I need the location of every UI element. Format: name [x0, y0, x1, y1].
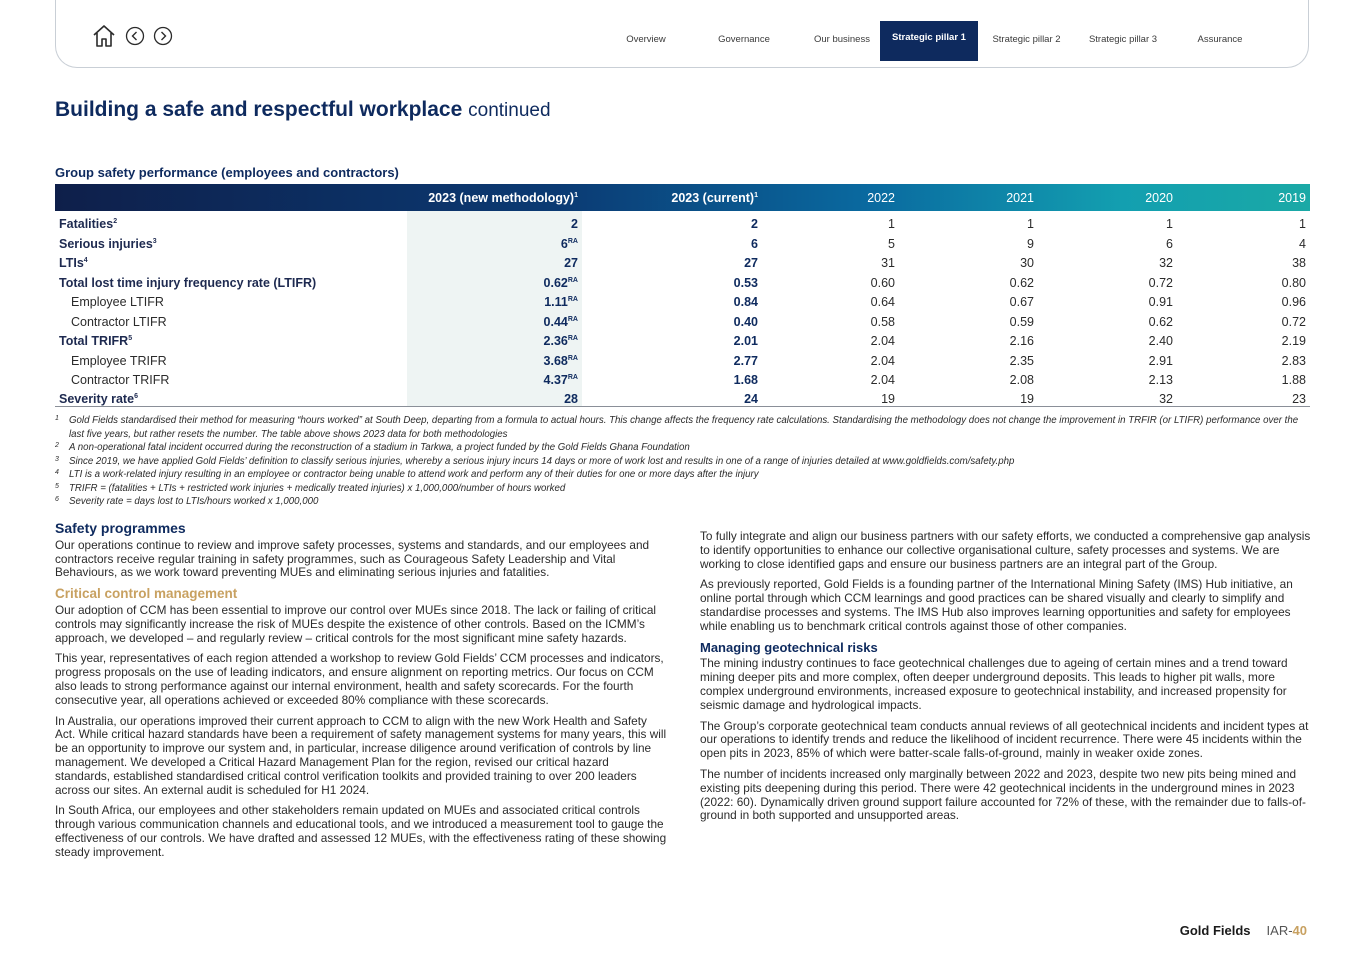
cell-value: 0.40	[733, 314, 758, 329]
cell-value: 2.04	[870, 373, 895, 387]
cell-value: 4	[1299, 236, 1306, 251]
table-cell	[1038, 387, 1177, 407]
table-cell	[899, 348, 1038, 368]
tab-assurance[interactable]: Assurance	[1197, 33, 1243, 45]
row-label	[55, 387, 407, 407]
table-cell	[1038, 348, 1177, 368]
table-cell	[1038, 289, 1177, 309]
paragraph: As previously reported, Gold Fields is a founding partner of the International Mining Safety (IMS) Hub initiative, an online portal through which CCM learnings and good practices can be shared visually and clearly to simplify and standardise processes and systems. The IMS Hub also improves learning opportunities and safety for employees while enabling us to benchmark critical controls against those of other companies.	[700, 577, 1293, 633]
paragraph: This year, representatives of each region attended a workshop to review Gold Fields’ CCM processes and indicators, progress proposals on the use of leading indicators, and ensure alignment on reporting metrics. Our focus on CCM also leads to strong performance against our internal environment, health and safety scorecards. For the fourth consecutive year, all operations achieved or exceeded 80% compliance with these scorecards.	[55, 651, 664, 707]
footnotes	[55, 414, 1310, 509]
left-column	[55, 522, 667, 867]
table-cell	[407, 367, 582, 387]
cell-value: 2.40	[1148, 334, 1173, 348]
table-cell	[582, 309, 762, 329]
cell-value: 2.19	[1281, 334, 1306, 348]
table-header: 2019	[1278, 190, 1306, 205]
footnote-ref: 5	[128, 334, 133, 342]
row-label	[55, 231, 407, 251]
table-cell	[407, 250, 582, 270]
table-cell	[899, 250, 1038, 270]
footnote-text: Severity rate = days lost to LTIs/hours worked x 1,000,000	[69, 496, 319, 507]
row-label	[55, 367, 407, 387]
table-cell	[582, 289, 762, 309]
footnote	[55, 482, 1310, 496]
nav-icon-group	[91, 23, 173, 49]
row-label-text: Fatalities	[59, 217, 114, 231]
cell-value: 2.01	[733, 334, 758, 348]
cell-value: 1.88	[1281, 373, 1306, 387]
table-cell	[407, 309, 582, 329]
table-cell	[899, 328, 1038, 348]
cell-value: 30	[1020, 256, 1034, 270]
table-cell	[1177, 367, 1310, 387]
row-label-text: Total lost time injury frequency rate (LTIFR)	[59, 275, 317, 290]
assurance-mark: RA	[567, 295, 578, 303]
table-row	[55, 367, 1310, 387]
cell-value: 0.62	[1009, 275, 1034, 290]
footnote-number: 5	[55, 482, 59, 490]
table-row	[55, 270, 1310, 290]
table-cell	[1177, 289, 1310, 309]
paragraph: In Australia, our operations improved their current approach to CCM to align with the new Work Health and Safety Act. While critical hazard standards have been a requirement of safety management systems for many years, this will be an opportunity to improve our system and, in particular, increase diligence around verification of controls by line management. We developed a Critical Hazard Management Plan for the region, revised our critical hazard standards, established standardised critical control verification toolkits and provided training to over 200 leaders across our sites. An external audit is scheduled for H1 2024.	[55, 713, 667, 797]
page-title	[55, 98, 551, 122]
cell-value: 27	[564, 256, 578, 270]
table-cell	[407, 387, 582, 407]
assurance-mark: RA	[567, 276, 578, 284]
cell-value: 6	[1166, 236, 1173, 251]
table-cell	[407, 231, 582, 251]
cell-value: 2.13	[1148, 373, 1173, 387]
footnote	[55, 455, 1310, 469]
cell-value: 5	[888, 236, 895, 251]
table-cell	[1177, 309, 1310, 329]
footnote-text: LTI is a work-related injury resulting in an employee or contractor being unable to attend work and perform any of their duties for one or more days after the injury	[69, 469, 759, 480]
table-header: 2020	[1145, 190, 1173, 205]
cell-value: 1	[1166, 217, 1173, 231]
cell-value: 19	[1020, 392, 1034, 406]
cell-value: 32	[1159, 392, 1173, 406]
header-label: 2023 (current)	[671, 190, 755, 205]
top-navigation	[55, 0, 1309, 68]
footnote	[55, 414, 1310, 441]
table-cell	[1177, 231, 1310, 251]
right-column	[700, 530, 1312, 830]
table-cell	[582, 231, 762, 251]
cell-value: 0.80	[1281, 275, 1306, 290]
cell-value: 38	[1292, 256, 1306, 270]
section-heading: Managing geotechnical risks	[700, 639, 878, 655]
table-cell	[1177, 211, 1310, 231]
tab-governance[interactable]: Governance	[718, 33, 770, 45]
footnote-number: 1	[55, 415, 59, 422]
tab-strategic-pillar-2[interactable]: Strategic pillar 2	[992, 33, 1061, 45]
cell-value: 0.58	[870, 314, 895, 329]
safety-performance-table	[55, 184, 1310, 407]
table-header-row	[55, 184, 1310, 211]
cell-value: 2.36	[543, 334, 568, 348]
page-number	[1267, 923, 1307, 938]
table-header	[55, 184, 407, 211]
cell-value: 0.91	[1148, 295, 1173, 309]
assurance-mark: RA	[567, 334, 578, 342]
footnote-number: 4	[55, 469, 59, 476]
assurance-mark: RA	[567, 237, 578, 245]
tab-overview[interactable]: Overview	[626, 33, 666, 45]
footnote-ref: 1	[574, 191, 578, 199]
page-title-main: Building a safe and respectful workplace	[55, 98, 463, 121]
cell-value: 3.68	[543, 353, 568, 368]
assurance-mark: RA	[567, 373, 578, 381]
table-cell	[582, 328, 762, 348]
cell-value: 0.62	[543, 275, 568, 290]
table-cell	[582, 250, 762, 270]
footnote-number: 6	[55, 496, 59, 503]
cell-value: 0.84	[733, 295, 758, 309]
row-label-text: LTIs	[59, 256, 84, 270]
table-cell	[762, 231, 899, 251]
row-label	[55, 348, 407, 368]
cell-value: 9	[1027, 236, 1034, 251]
table-cell	[762, 367, 899, 387]
row-label	[55, 328, 407, 348]
footnote	[55, 495, 1310, 509]
row-label-text: Serious injuries	[59, 236, 153, 251]
table-cell	[899, 211, 1038, 231]
page-number-value: 40	[1292, 923, 1307, 938]
paragraph: Our adoption of CCM has been essential to improve our control over MUEs since 2018. The lack or failing of critical controls may significantly increase the risk of MUEs despite the existence of other controls. Based on the ICMM’s approach, we developed – and regularly review – critical controls for the most significant mine safety hazards.	[55, 602, 657, 645]
cell-value: 0.53	[733, 275, 758, 290]
footnote-text: Since 2019, we have applied Gold Fields’ definition to classify serious injuries, whereby a serious injury incurs 14 days or more of work lost and results in one of a range of injuries detailed at www.goldfields.com/safety.php	[69, 455, 1015, 467]
table-cell	[762, 328, 899, 348]
paragraph: The number of incidents increased only marginally between 2022 and 2023, despite two new pits being mined and existing pits deepening during this period. There were 42 geotechnical incidents in the underground mines in 2023 (2022: 60). Dynamically driven ground support failure accounted for 72% of these, with the remainder due to falls-of-ground in both supported and unsupported areas.	[700, 766, 1306, 823]
row-label	[55, 309, 407, 329]
assurance-mark: RA	[567, 315, 578, 323]
cell-value: 2	[571, 217, 578, 231]
cell-value: 19	[881, 392, 895, 406]
assurance-mark: RA	[567, 354, 578, 362]
page-footer	[1180, 923, 1307, 938]
cell-value: 1	[1299, 217, 1306, 231]
table-cell	[899, 367, 1038, 387]
row-label	[55, 270, 407, 290]
tab-strategic-pillar-3[interactable]: Strategic pillar 3	[1088, 33, 1158, 45]
table-cell	[1038, 328, 1177, 348]
row-label	[55, 289, 407, 309]
cell-value: 0.44	[543, 314, 568, 329]
table-cell	[582, 348, 762, 368]
table-cell	[762, 289, 899, 309]
table-cell	[582, 367, 762, 387]
footer-brand: Gold Fields	[1179, 923, 1251, 938]
tab-strategic-pillar-1[interactable]: Strategic pillar 1	[880, 21, 978, 57]
table-title: Group safety performance (employees and contractors)	[55, 165, 399, 180]
subsection-heading: Critical control management	[55, 586, 238, 602]
footnote-ref: 6	[134, 392, 138, 400]
table-cell	[1038, 270, 1177, 290]
section-heading: Safety programmes	[55, 520, 186, 536]
cell-value: 6	[751, 236, 758, 251]
row-label-text: Severity rate	[59, 392, 135, 406]
table-cell	[899, 387, 1038, 407]
cell-value: 23	[1292, 392, 1306, 406]
table-header: 2021	[1006, 190, 1034, 205]
table-cell	[1038, 231, 1177, 251]
back-icon[interactable]	[125, 26, 145, 46]
cell-value: 31	[881, 256, 895, 270]
table-cell	[899, 309, 1038, 329]
row-label	[55, 250, 407, 270]
table-cell	[762, 387, 899, 407]
cell-value: 1	[1027, 217, 1034, 231]
header-label: 2023 (new methodology)	[428, 190, 575, 205]
cell-value: 28	[564, 392, 578, 406]
cell-value: 24	[744, 392, 758, 406]
footnote-number: 2	[55, 442, 59, 449]
cell-value: 0.64	[870, 295, 895, 309]
cell-value: 6	[560, 236, 568, 251]
table-cell	[582, 211, 762, 231]
row-label-text: Total TRIFR	[59, 334, 129, 348]
footnote-ref: 1	[754, 191, 758, 199]
home-icon[interactable]	[91, 23, 117, 49]
cell-value: 1.11	[544, 295, 568, 309]
cell-value: 0.72	[1281, 314, 1306, 329]
table-cell	[899, 270, 1038, 290]
table-cell	[762, 270, 899, 290]
table-cell	[1177, 328, 1310, 348]
footnote-text: Gold Fields standardised their method for measuring “hours worked” at South Deep, departing from a formula to actual hours. This change affects the frequency rate calculations. Standardising the methodology does not change the improvement in TRFIR (or LTIFR) performance over the last five years, but rather resets the number. The table above shows 2023 data for both methodologies	[69, 415, 1299, 440]
table-cell	[762, 309, 899, 329]
table-cell	[407, 211, 582, 231]
footnote	[55, 441, 1310, 455]
cell-value: 2.08	[1009, 373, 1034, 387]
table-cell	[1038, 250, 1177, 270]
cell-value: 32	[1159, 256, 1173, 270]
footnote-ref: 4	[83, 256, 88, 264]
cell-value: 2.91	[1148, 353, 1173, 368]
row-label	[55, 211, 407, 231]
table-row	[55, 328, 1310, 348]
table-cell	[899, 289, 1038, 309]
table-cell	[1038, 309, 1177, 329]
cell-value: 2.04	[870, 334, 895, 348]
paragraph: In South Africa, our employees and other stakeholders remain updated on MUEs and associated critical controls through various communication channels and educational tools, and we introduced a measurement tool to gauge the effectiveness of our controls. We have drafted and assessed 12 MUEs, with the effectiveness rating of these showing steady improvement.	[55, 803, 667, 859]
table-row	[55, 309, 1310, 329]
cell-value: 4.37	[543, 373, 568, 387]
table-cell	[1038, 367, 1177, 387]
cell-value: 0.62	[1148, 314, 1173, 329]
table-cell	[407, 289, 582, 309]
forward-icon[interactable]	[153, 26, 173, 46]
table-header	[407, 184, 582, 211]
cell-value: 2.16	[1009, 334, 1034, 348]
cell-value: 1	[888, 217, 895, 231]
footnote-ref: 2	[113, 217, 118, 225]
paragraph: To fully integrate and align our business partners with our safety efforts, we conducted a comprehensive gap analysis to identify opportunities to enhance our collective organisational culture, safety processes and systems. We are working to close identified gaps and ensure our business partners are an integral part of the Group.	[700, 529, 1311, 571]
tab-our-business[interactable]: Our business	[814, 33, 870, 45]
cell-value: 2.35	[1009, 353, 1034, 368]
paragraph: The mining industry continues to face geotechnical challenges due to ageing of certain mines and a trend toward mining deeper pits and more complex, often deeper underground deposits. This leads to higher pit walls, more complex underground environments, increased exposure to geotechnical instability, and increased propensity for seismic damage and hydrological impacts.	[700, 656, 1288, 712]
cell-value: 27	[744, 256, 758, 270]
table-cell	[1177, 250, 1310, 270]
paragraph: The Group’s corporate geotechnical team conducts annual reviews of all geotechnical incidents and incident types at our operations to identify trends and reduce the likelihood of incident recurrence. There were 45 incidents within the open pits in 2023, 85% of which were batter-scale falls-of-ground, mainly in weaker oxide zones.	[700, 718, 1309, 761]
row-label-text: Contractor LTIFR	[71, 314, 167, 329]
table-row	[55, 387, 1310, 407]
cell-value: 2.04	[870, 353, 895, 368]
footnote-number: 3	[55, 455, 59, 463]
footnote-text: TRIFR = (fatalities + LTIs + restricted work injuries + medically treated injuries) x 1,000,000/number of hours worked	[69, 482, 566, 494]
table-cell	[582, 270, 762, 290]
nav-tabs	[608, 21, 1269, 65]
report-label: IAR-	[1266, 923, 1293, 938]
row-label-text: Employee LTIFR	[71, 295, 164, 309]
table-header	[582, 184, 762, 211]
page-title-suffix: continued	[468, 100, 551, 121]
paragraph: Our operations continue to review and improve safety processes, systems and standards, and our employees and contractors receive regular training in safety programmes, such as Courageous Safety Leadership and Vital Behaviours, as we work toward preventing MUEs and eliminating serious injuries and fatalities.	[55, 537, 650, 580]
table-row	[55, 211, 1310, 231]
table-cell	[1038, 211, 1177, 231]
table-cell	[762, 211, 899, 231]
cell-value: 1.68	[733, 373, 758, 387]
table-cell	[407, 270, 582, 290]
cell-value: 2.77	[733, 353, 758, 368]
cell-value: 0.60	[870, 275, 895, 290]
table-cell	[1177, 387, 1310, 407]
cell-value: 2.83	[1281, 353, 1306, 368]
cell-value: 0.96	[1281, 295, 1306, 309]
footnote	[55, 468, 1310, 482]
table-cell	[1177, 270, 1310, 290]
table-cell	[899, 231, 1038, 251]
row-label-text: Employee TRIFR	[71, 353, 167, 368]
table-cell	[1177, 348, 1310, 368]
cell-value: 0.59	[1009, 314, 1034, 329]
table-cell	[762, 348, 899, 368]
table-cell	[407, 348, 582, 368]
table-row	[55, 250, 1310, 270]
cell-value: 0.67	[1009, 295, 1034, 309]
table-cell	[582, 387, 762, 407]
cell-value: 0.72	[1148, 275, 1173, 290]
footnote-text: A non-operational fatal incident occurred during the reconstruction of a stadium in Tarkwa, a project funded by the Gold Fields Ghana Foundation	[69, 442, 690, 453]
cell-value: 2	[751, 217, 758, 231]
table-cell	[762, 250, 899, 270]
footnote-ref: 3	[152, 237, 157, 245]
table-row	[55, 348, 1310, 368]
table-row	[55, 289, 1310, 309]
row-label-text: Contractor TRIFR	[71, 373, 170, 387]
table-cell	[407, 328, 582, 348]
table-row	[55, 231, 1310, 251]
table-header: 2022	[867, 190, 895, 205]
